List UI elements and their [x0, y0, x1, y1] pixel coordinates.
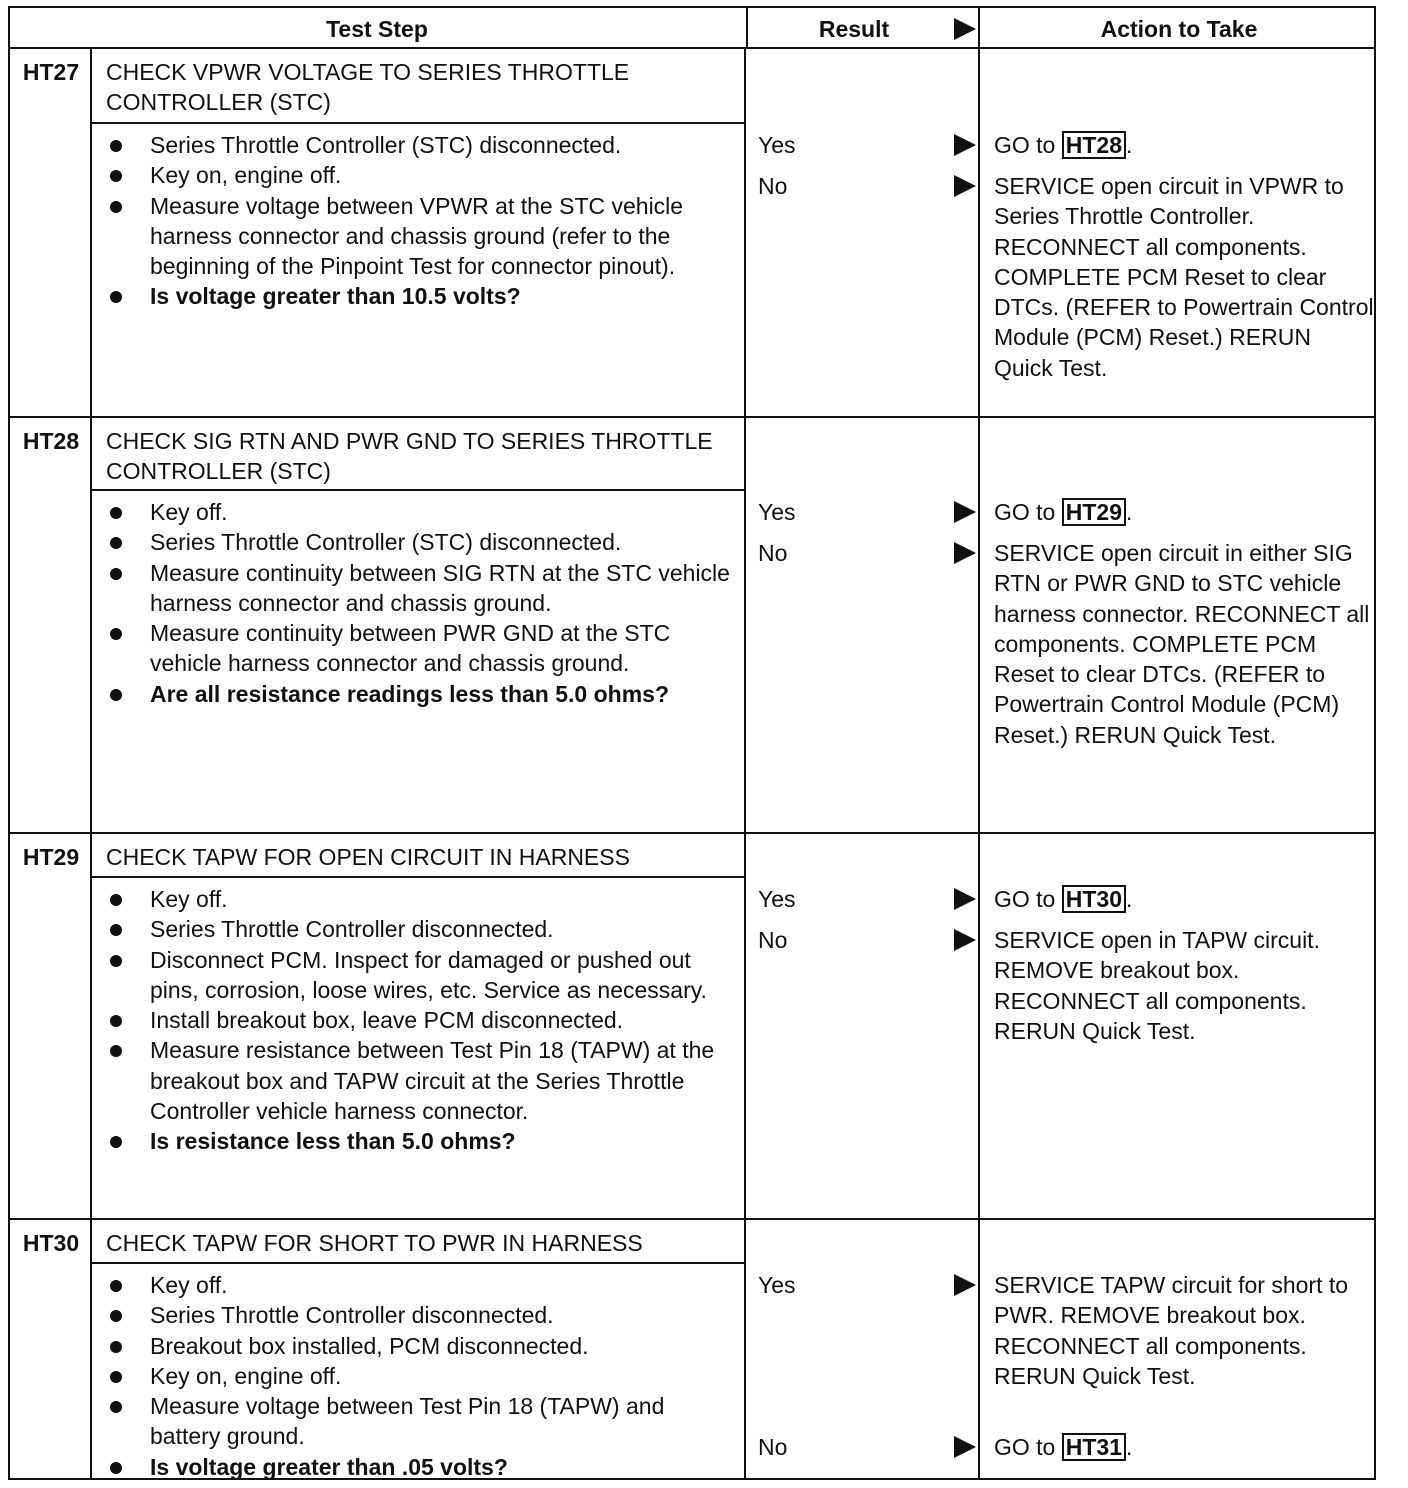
step-instructions: [106, 884, 736, 1157]
action-yes: GO to HT29 .: [994, 499, 1133, 525]
instruction-item: Series Throttle Controller (STC) disconnected.: [106, 130, 736, 160]
instruction-item: Key off.: [106, 1270, 736, 1300]
step-instructions: [106, 497, 736, 709]
result-no: [758, 171, 978, 201]
instruction-item: Measure continuity between SIG RTN at the STC vehicle harness connector and chassis ground.: [106, 558, 736, 619]
header-test-step: Test Step: [326, 16, 428, 42]
step-id: HT27: [22, 59, 80, 85]
step-instructions: [106, 1270, 736, 1482]
instruction-item: Measure continuity between PWR GND at the STC vehicle harness connector and chassis ground.: [106, 618, 736, 679]
result-no-label: No: [758, 540, 788, 566]
instruction-item: Series Throttle Controller disconnected.: [106, 1300, 736, 1330]
instruction-item: Measure voltage between Test Pin 18 (TAPW) and battery ground.: [106, 1391, 736, 1452]
step-id-cell: [10, 418, 92, 832]
instruction-item: Series Throttle Controller (STC) disconnected.: [106, 527, 736, 557]
action-no-prefix: GO to: [994, 1434, 1056, 1460]
instruction-item: Series Throttle Controller disconnected.: [106, 914, 736, 944]
result-yes-label: Yes: [758, 1272, 796, 1298]
action-yes-prefix: GO to: [994, 132, 1056, 158]
pinpoint-test-table: [8, 6, 1376, 1480]
action-yes-prefix: GO to: [994, 499, 1056, 525]
instruction-item: Install breakout box, leave PCM disconnected.: [106, 1005, 736, 1035]
action-yes: SERVICE TAPW circuit for short to PWR. REMOVE breakout box. RECONNECT all components. RERUN Quick Test.: [994, 1272, 1349, 1389]
action-no: SERVICE open circuit in VPWR to Series Throttle Controller. RECONNECT all components. COMPLETE PCM Reset to clear DTCs. (REFER to Powertrain Control Module (PCM) Reset.) RERUN Quick Test.: [994, 173, 1374, 381]
step-reference-link[interactable]: HT31: [1062, 1433, 1126, 1461]
instruction-item: Breakout box installed, PCM disconnected.: [106, 1331, 736, 1361]
instruction-item: Key on, engine off.: [106, 1361, 736, 1391]
step-id: HT30: [22, 1230, 80, 1256]
action-yes: GO to HT30 .: [994, 886, 1133, 912]
step-title: CHECK TAPW FOR OPEN CIRCUIT IN HARNESS: [92, 834, 744, 878]
step-title: CHECK VPWR VOLTAGE TO SERIES THROTTLE CONTROLLER (STC): [92, 49, 744, 124]
step-instructions: [106, 130, 736, 312]
instruction-item: Measure voltage between VPWR at the STC vehicle harness connector and chassis ground (refer to the beginning of the Pinpoint Test for connector pinout).: [106, 191, 736, 282]
test-step-ht28: [10, 416, 1374, 832]
instruction-item: Key off.: [106, 497, 736, 527]
action-yes-prefix: GO to: [994, 886, 1056, 912]
step-id: HT29: [22, 844, 80, 870]
result-yes: [758, 884, 978, 914]
test-step-ht29: [10, 832, 1374, 1218]
header-result: [746, 8, 980, 47]
result-yes-label: Yes: [758, 886, 796, 912]
arrow-icon: [954, 175, 976, 197]
action-no: SERVICE open in TAPW circuit. REMOVE breakout box. RECONNECT all components. RERUN Quick Test.: [994, 927, 1320, 1044]
result-yes: [758, 1270, 978, 1300]
instruction-question: Is voltage greater than .05 volts?: [106, 1452, 736, 1482]
action-yes: GO to HT28 .: [994, 132, 1133, 158]
result-no-label: No: [758, 927, 788, 953]
instruction-question: Is voltage greater than 10.5 volts?: [106, 281, 736, 311]
arrow-icon: [954, 1274, 976, 1296]
action-no: SERVICE open circuit in either SIG RTN or PWR GND to STC vehicle harness connector. RECONNECT all components. COMPLETE PCM Reset to clear DTCs. (REFER to Powertrain Control Module (PCM) Reset.) RERUN Quick Test.: [994, 540, 1370, 748]
table-header: [10, 8, 1374, 49]
instruction-question: Are all resistance readings less than 5.0 ohms?: [106, 679, 736, 709]
result-no: [758, 1432, 978, 1462]
step-reference-link[interactable]: HT30: [1062, 885, 1126, 913]
step-title: CHECK SIG RTN AND PWR GND TO SERIES THROTTLE CONTROLLER (STC): [92, 418, 744, 491]
step-id-cell: [10, 834, 92, 1218]
step-reference-link[interactable]: HT29: [1062, 498, 1126, 526]
arrow-icon: [954, 1436, 976, 1458]
result-yes-label: Yes: [758, 132, 796, 158]
arrow-icon: [954, 929, 976, 951]
result-no-label: No: [758, 173, 788, 199]
header-result-label: Result: [818, 16, 890, 42]
arrow-icon: [954, 888, 976, 910]
result-no: [758, 538, 978, 568]
arrow-icon: [954, 542, 976, 564]
result-no: [758, 925, 978, 955]
header-action: Action to Take: [978, 8, 1378, 47]
result-arrow-icon: [954, 18, 976, 40]
step-id: HT28: [22, 428, 80, 454]
instruction-item: Key on, engine off.: [106, 160, 736, 190]
instruction-question: Is resistance less than 5.0 ohms?: [106, 1126, 736, 1156]
test-step-ht30: [10, 1218, 1374, 1478]
step-id-cell: [10, 49, 92, 416]
step-title: CHECK TAPW FOR SHORT TO PWR IN HARNESS: [92, 1220, 744, 1264]
step-reference-link[interactable]: HT28: [1062, 131, 1126, 159]
arrow-icon: [954, 501, 976, 523]
result-yes: [758, 130, 978, 160]
action-no: GO to HT31 .: [994, 1434, 1133, 1460]
result-no-label: No: [758, 1434, 788, 1460]
instruction-item: Measure resistance between Test Pin 18 (TAPW) at the breakout box and TAPW circuit at the Series Throttle Controller vehicle harness connector.: [106, 1035, 736, 1126]
result-yes: [758, 497, 978, 527]
step-id-cell: [10, 1220, 92, 1478]
result-yes-label: Yes: [758, 499, 796, 525]
arrow-icon: [954, 134, 976, 156]
test-step-ht27: [10, 49, 1374, 416]
instruction-item: Key off.: [106, 884, 736, 914]
instruction-item: Disconnect PCM. Inspect for damaged or pushed out pins, corrosion, loose wires, etc. Service as necessary.: [106, 945, 736, 1006]
